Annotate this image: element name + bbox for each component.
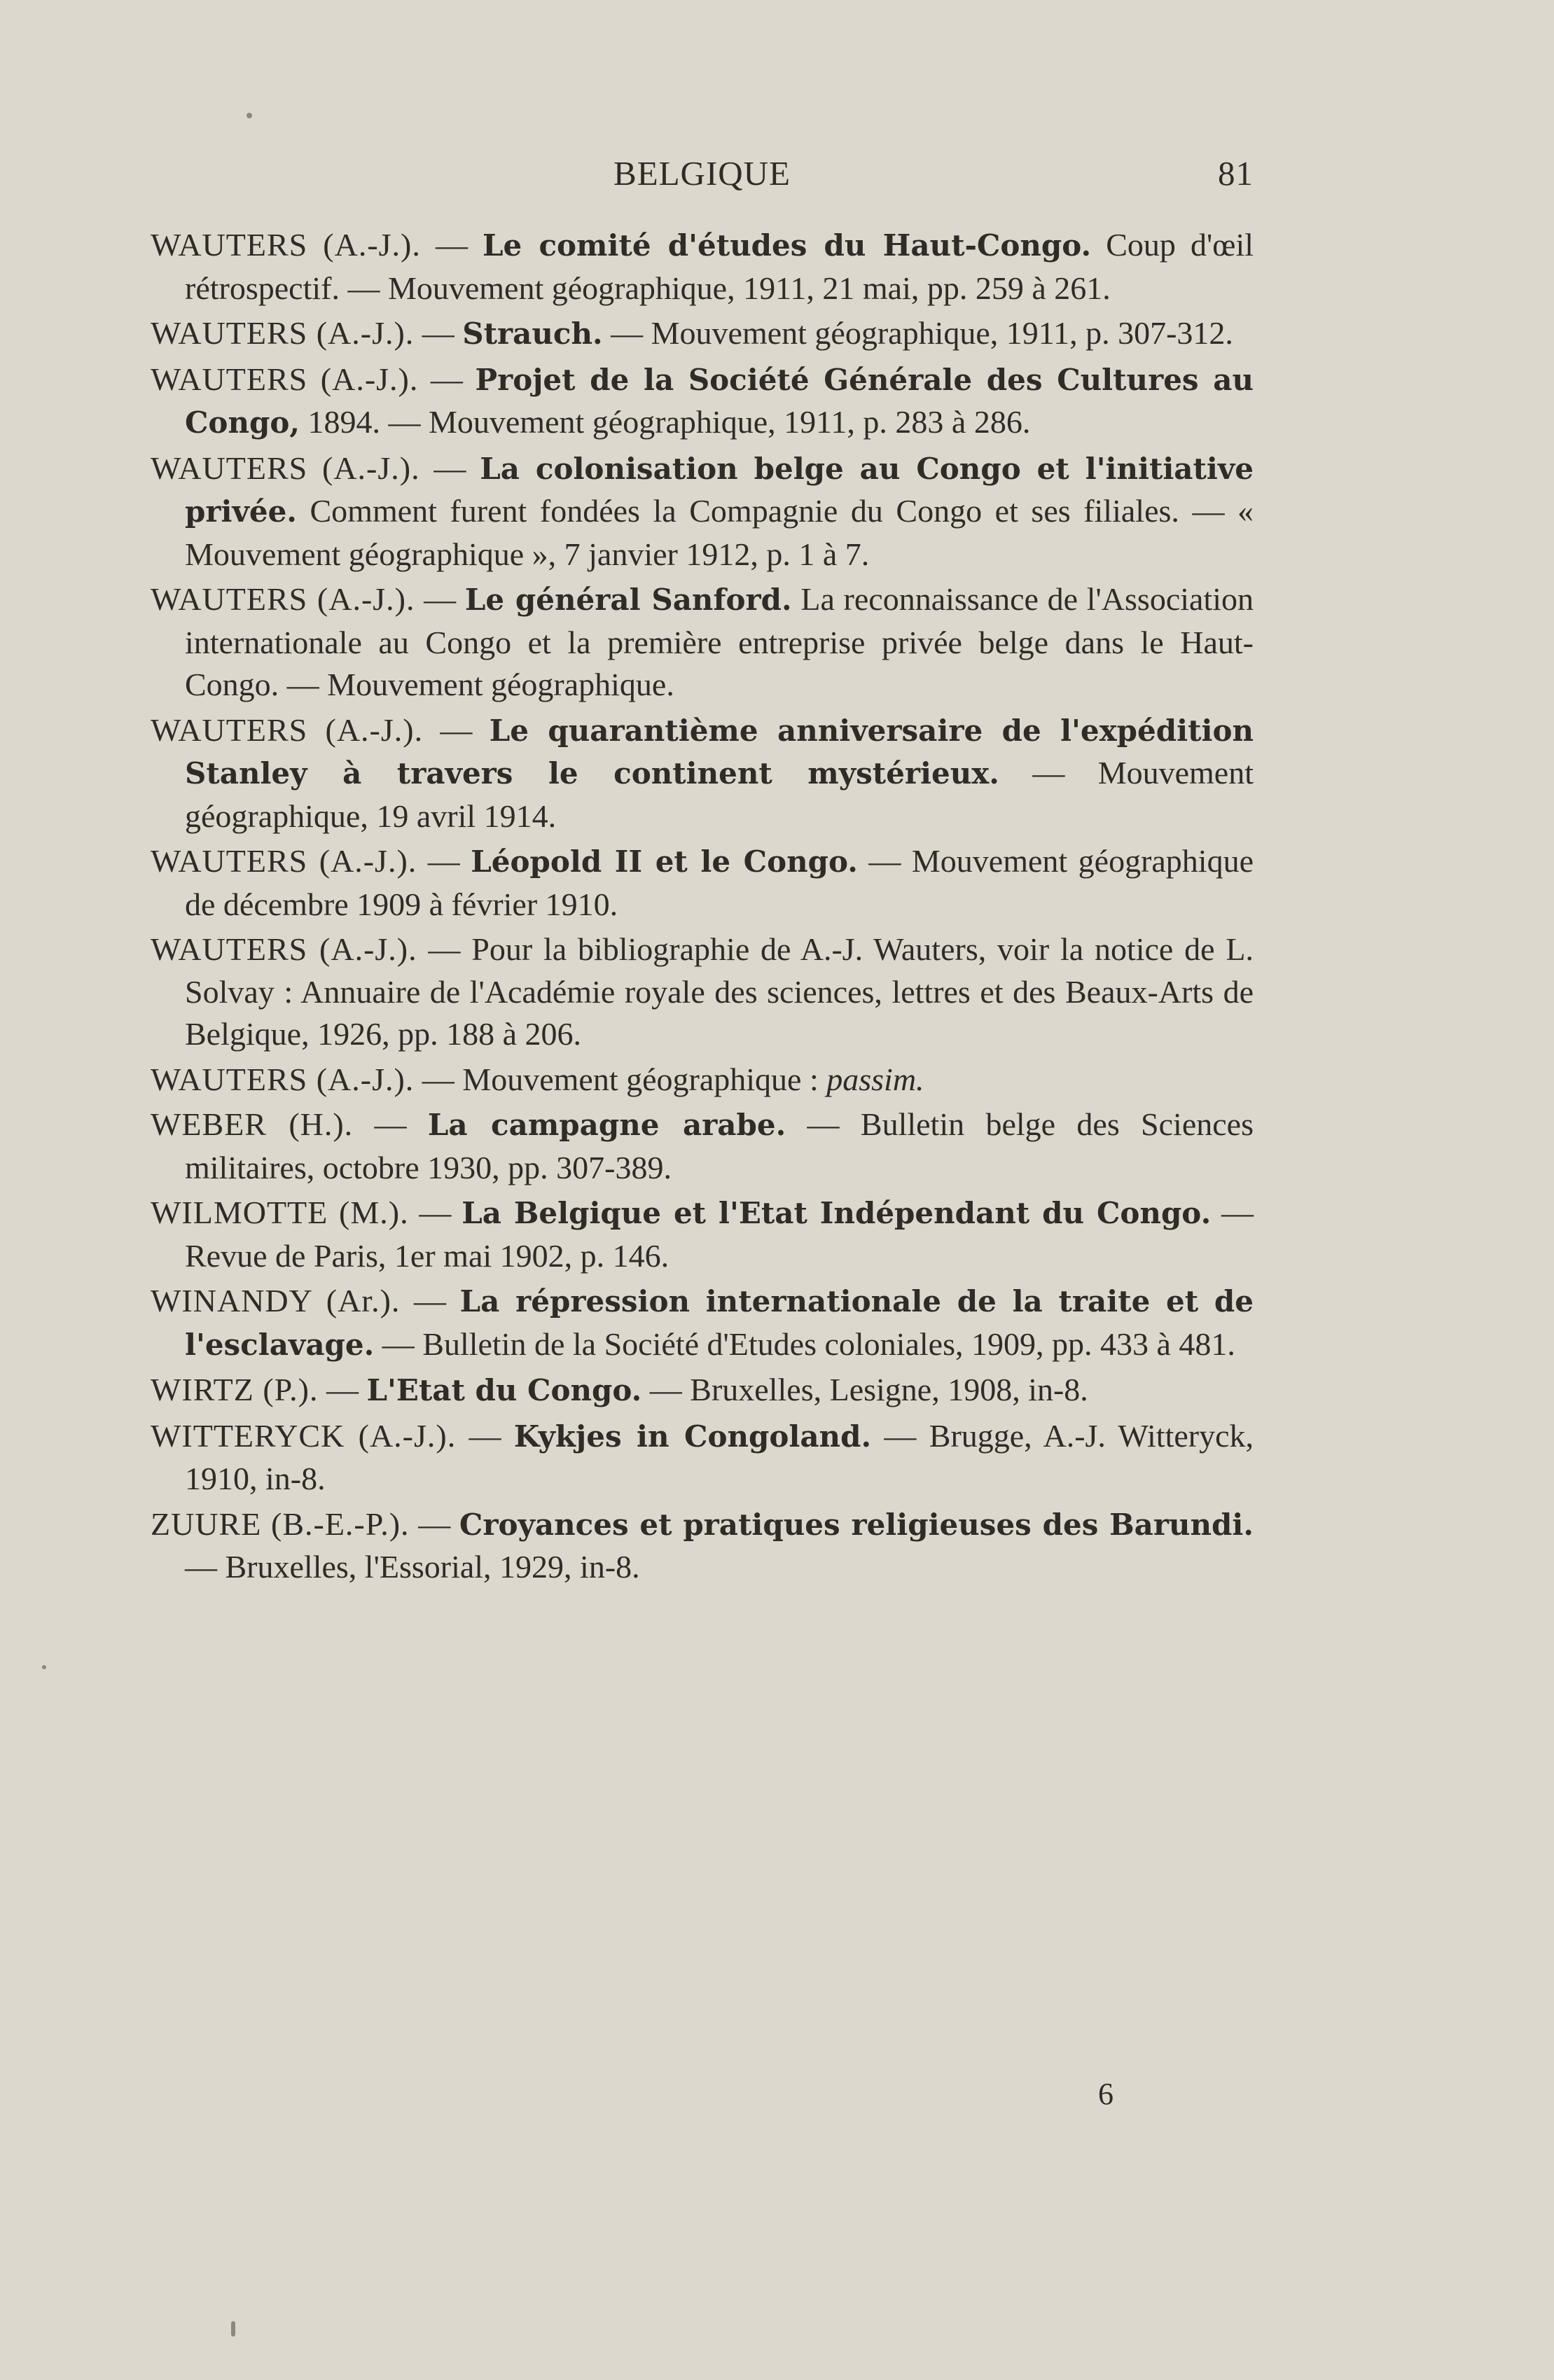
entry-details: — Mouvement géographique, 1911, p. 307-312. [602, 315, 1233, 351]
entry-details: Pour la bibliographie de A.-J. Wauters, voir la notice de L. Solvay : Annuaire de l'Académie royale des sciences, lettres et des Beaux-Arts de Belgique, 1926, pp. 188 à 206. [185, 931, 1254, 1052]
entry-title: La colonisation belge au Congo et l'initiative privée. [185, 451, 1254, 529]
entry-title: Léopold II et le Congo. [471, 844, 858, 879]
entry-author: WITTERYCK (A.-J.). [151, 1417, 457, 1454]
entry-details: — Bulletin belge des Sciences militaires, octobre 1930, pp. 307-389. [185, 1106, 1254, 1185]
bibliography-entry: WILMOTTE (M.). — La Belgique et l'Etat Indépendant du Congo. — Revue de Paris, 1er mai 1902, p. 146. [151, 1195, 1254, 1274]
entry-author: ZUURE (B.-E.-P.). [151, 1505, 410, 1542]
bibliography-entry: WAUTERS (A.-J.). — Projet de la Société Générale des Cultures au Congo, 1894. — Mouvement géographique, 1911, p. 283 à 286. [151, 361, 1254, 440]
page-header [151, 153, 1254, 195]
entry-author: WIRTZ (P.). [151, 1372, 319, 1407]
entry-author: WAUTERS (A.-J.). [151, 450, 420, 486]
entry-author: WAUTERS (A.-J.). [151, 1061, 415, 1097]
entry-details: La reconnaissance de l'Association internationale au Congo et la première entreprise privée belge dans le Haut-Congo. — Mouvement géographique. [185, 581, 1254, 702]
entry-author: WAUTERS (A.-J.). [151, 711, 424, 748]
bibliography-entry: WAUTERS (A.-J.). — Strauch. — Mouvement géographique, 1911, p. 307-312. [151, 315, 1233, 351]
bibliography-entry: ZUURE (B.-E.-P.). — Croyances et pratiques religieuses des Barundi. — Bruxelles, l'Essorial, 1929, in-8. [151, 1505, 1254, 1585]
entry-title: Le comité d'études du Haut-Congo. [483, 228, 1092, 263]
bibliography-entry: WAUTERS (A.-J.). — La colonisation belge au Congo et l'initiative privée. Comment furent fondées la Compagnie du Congo et ses filiales. — « Mouvement géographique », 7 janvier 1912, p. 1 à 7. [151, 450, 1254, 572]
entry-details: 1894. — Mouvement géographique, 1911, p. 283 à 286. [299, 404, 1031, 440]
bibliography-entry: WAUTERS (A.-J.). — Léopold II et le Congo. — Mouvement géographique de décembre 1909 à février 1910. [151, 843, 1254, 922]
entry-title: La répression internationale de la traite et de l'esclavage. [185, 1284, 1254, 1362]
entry-title: Strauch. [462, 316, 603, 351]
bibliography-entry: WEBER (H.). — La campagne arabe. — Bulletin belge des Sciences militaires, octobre 1930, pp. 307-389. [151, 1106, 1254, 1185]
entry-details: — Mouvement géographique de décembre 1909 à février 1910. [185, 843, 1254, 922]
entry-details: Coup d'œil rétrospectif. — Mouvement géographique, 1911, 21 mai, pp. 259 à 261. [185, 227, 1254, 306]
entry-title: Le quarantième anniversaire de l'expédition Stanley à travers le continent mystérieux. [185, 713, 1254, 791]
entry-title: Croyances et pratiques religieuses des Barundi. [459, 1507, 1254, 1542]
entry-title: Le général Sanford. [464, 583, 792, 617]
entry-details: — Brugge, A.-J. Witteryck, 1910, in-8. [185, 1417, 1254, 1496]
entry-title: Projet de la Société Générale des Cultures au Congo, [185, 362, 1254, 440]
ink-speck [231, 2321, 235, 2337]
bibliography-entry: WAUTERS (A.-J.). — Le général Sanford. La reconnaissance de l'Association internationale au Congo et la première entreprise privée belge dans le Haut-Congo. — Mouvement géographique. [151, 581, 1254, 702]
bibliography-list [151, 224, 1254, 1592]
signature-mark: 6 [1098, 2077, 1114, 2111]
entry-author: WAUTERS (A.-J.). [151, 931, 417, 967]
entry-author: WAUTERS (A.-J.). [151, 227, 421, 263]
entry-details: — Bulletin de la Société d'Etudes coloniales, 1909, pp. 433 à 481. [374, 1325, 1235, 1362]
bibliography-entry: WINANDY (Ar.). — La répression internationale de la traite et de l'esclavage. — Bulletin de la Société d'Etudes coloniales, 1909, pp. 433 à 481. [151, 1283, 1254, 1362]
entry-author: WILMOTTE (M.). [151, 1195, 409, 1230]
bibliography-entry: WAUTERS (A.-J.). — Pour la bibliographie de A.-J. Wauters, voir la notice de L. Solvay : Annuaire de l'Académie royale des sciences, lettres et des Beaux-Arts de Belgique, 1926, pp. 188 à 206. [151, 931, 1254, 1052]
page-number: 81 [1218, 154, 1254, 193]
ink-speck [247, 113, 252, 118]
bibliography-entry: WITTERYCK (A.-J.). — Kykjes in Congoland. — Brugge, A.-J. Witteryck, 1910, in-8. [151, 1417, 1254, 1496]
entry-author: WINANDY (Ar.). [151, 1283, 401, 1318]
entry-italic-note: passim. [826, 1061, 924, 1097]
bibliography-entry: WAUTERS (A.-J.). — Le quarantième anniversaire de l'expédition Stanley à travers le continent mystérieux. — Mouvement géographique, 19 avril 1914. [151, 711, 1254, 834]
bibliography-entry: WAUTERS (A.-J.). — Mouvement géographique : passim. [151, 1061, 924, 1097]
ink-speck [42, 1665, 46, 1669]
entry-author: WEBER (H.). [151, 1106, 354, 1142]
entry-title: L'Etat du Congo. [366, 1373, 642, 1407]
entry-details: Comment furent fondées la Compagnie du Congo et ses filiales. — « Mouvement géographique », 7 janvier 1912, p. 1 à 7. [185, 493, 1254, 572]
entry-details: — Bruxelles, Lesigne, 1908, in-8. [641, 1372, 1088, 1407]
entry-author: WAUTERS (A.-J.). [151, 361, 419, 397]
entry-author: WAUTERS (A.-J.). [151, 315, 415, 351]
entry-details: — Mouvement géographique, 19 avril 1914. [185, 755, 1254, 834]
running-title: BELGIQUE [613, 154, 791, 193]
entry-title: La campagne arabe. [427, 1108, 786, 1142]
entry-title: Kykjes in Congoland. [513, 1419, 872, 1454]
bibliography-entry: WIRTZ (P.). — L'Etat du Congo. — Bruxelles, Lesigne, 1908, in-8. [151, 1372, 1088, 1407]
entry-details: — Revue de Paris, 1er mai 1902, p. 146. [185, 1195, 1254, 1274]
entry-title: La Belgique et l'Etat Indépendant du Congo. [462, 1196, 1212, 1230]
entry-author: WAUTERS (A.-J.). [151, 843, 417, 879]
bibliography-entry: WAUTERS (A.-J.). — Le comité d'études du Haut-Congo. Coup d'œil rétrospectif. — Mouvement géographique, 1911, 21 mai, pp. 259 à 261. [151, 227, 1254, 306]
entry-details: — Bruxelles, l'Essorial, 1929, in-8. [185, 1549, 640, 1585]
entry-author: WAUTERS (A.-J.). [151, 581, 415, 617]
entry-details: Mouvement géographique : [462, 1061, 827, 1097]
